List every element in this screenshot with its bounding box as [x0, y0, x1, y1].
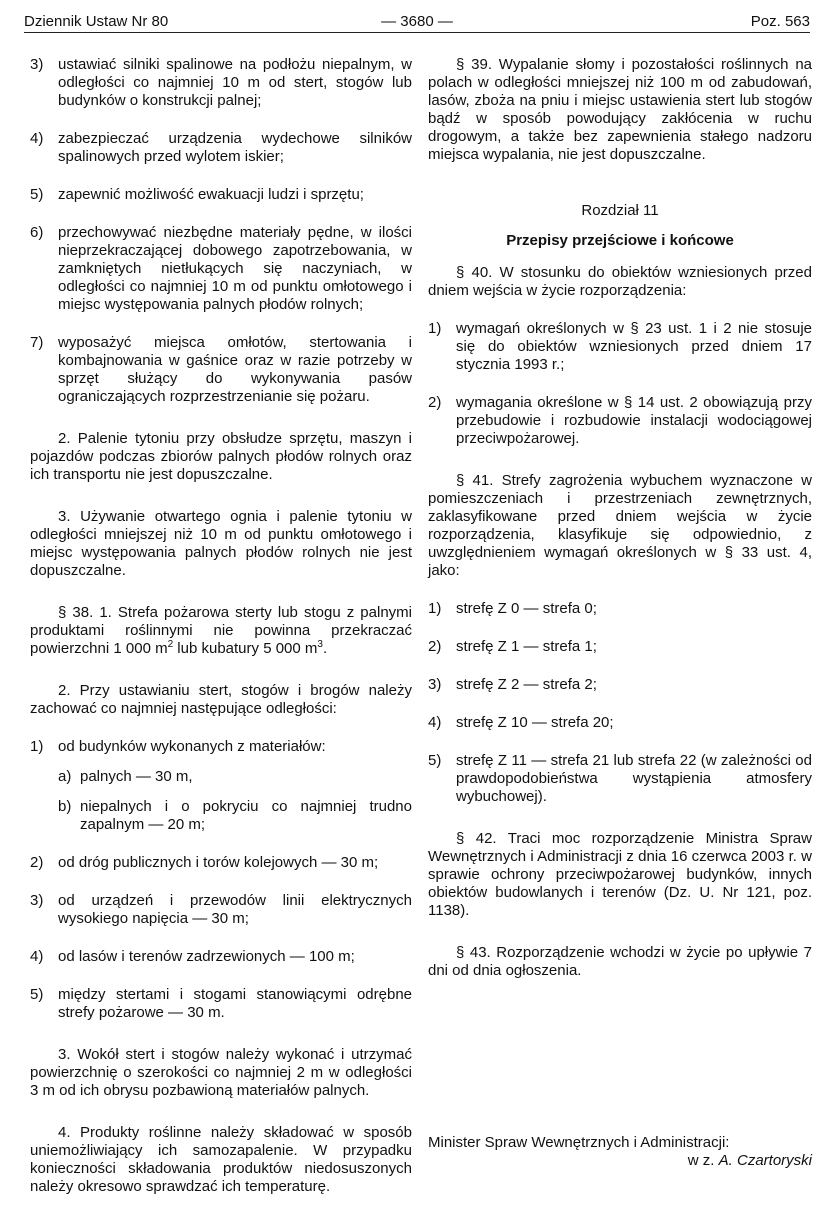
text-part: lub kubatury 5 000 m: [173, 640, 318, 657]
text-part: .: [322, 640, 328, 657]
item-text: wymagań określonych w § 23 ust. 1 i 2 nie stosuje się do obiektów wzniesionych przed dniem 17 stycznia 1993 r.;: [456, 320, 812, 373]
chapter-number: Rozdział 11: [581, 202, 659, 219]
paragraph: 3. Wokół stert i stogów należy wykonać i utrzymać powierzchnię o szerokości co najmniej 2 m w odległości 3 m od ich obrysu pozbawioną materiałów palnych.: [30, 1046, 412, 1099]
text-part: § 38. 1. Strefa pożarowa sterty lub stogu z palnymi produktami roślinnymi nie powinna przekraczać powierzchni 1 000 m: [30, 604, 412, 657]
list-item: [428, 600, 812, 618]
item-number: 4): [30, 130, 44, 147]
item-text: przechowywać niezbędne materiały pędne, w ilości nieprzekraczającej dobowego zapotrzebowania, w zamkniętych nietłukących się naczyniach, w odległości co najmniej 10 m od punktu omłotowego i miejsc występowania palnych płodów rolnych;: [58, 224, 412, 313]
item-text: zapewnić możliwość ewakuacji ludzi i sprzętu;: [58, 186, 364, 203]
right-column: [428, 56, 812, 980]
item-letter: a): [58, 768, 72, 785]
signatory-title: Minister Spraw Wewnętrznych i Administracji:: [428, 1134, 730, 1151]
item-text: między stertami i stogami stanowiącymi odrębne strefy pożarowe — 30 m.: [58, 986, 412, 1021]
superscript: 2: [167, 639, 174, 650]
item-number: 5): [30, 986, 44, 1003]
list-item: [30, 186, 412, 204]
paragraph: 2. Przy ustawianiu stert, stogów i brogów należy zachować co najmniej następujące odległości:: [30, 682, 412, 717]
item-text: ustawiać silniki spalinowe na podłożu niepalnym, w odległości co najmniej 10 m od stert, stogów lub budynków o konstrukcji palnej;: [58, 56, 412, 109]
left-column: [30, 56, 412, 1196]
paragraph: 4. Produkty roślinne należy składować w sposób uniemożliwiający ich samozapalenie. W przypadku konieczności składowania produktów niedosuszonych należy okresowo sprawdzać ich temperaturę.: [30, 1124, 412, 1195]
paragraph: 3. Używanie otwartego ognia i palenie tytoniu w odległości mniejszej niż 10 m od punktu omłotowego i miejsc występowania palnych płodów rolnych nie jest dopuszczalne.: [30, 508, 412, 579]
item-number: 5): [428, 752, 442, 769]
item-text: strefę Z 1 — strefa 1;: [456, 638, 597, 655]
list-item: [428, 676, 812, 694]
item-number: 1): [30, 738, 44, 755]
section-38-paragraph-1: [30, 604, 412, 658]
list-item: [428, 638, 812, 656]
item-text: od dróg publicznych i torów kolejowych — 30 m;: [58, 854, 379, 871]
item-number: 3): [30, 56, 44, 73]
header-rule: [24, 32, 810, 33]
item-number: 1): [428, 320, 442, 337]
superscript: 3: [317, 639, 323, 650]
section-42: § 42. Traci moc rozporządzenie Ministra Spraw Wewnętrznych i Administracji z dnia 16 czerwca 2003 r. w sprawie ochrony przeciwpożarowej budynków, innych obiektów budowlanych i terenów (Dz. U. Nr 121, poz. 1138).: [428, 830, 812, 919]
list-item: [30, 854, 412, 872]
item-number: 7): [30, 334, 44, 351]
item-number: 2): [428, 638, 442, 655]
list-item: [30, 738, 412, 756]
list-item: [428, 394, 812, 448]
item-text: niepalnych i o pokryciu co najmniej trudno zapalnym — 20 m;: [80, 798, 412, 833]
chapter-title: Przepisy przejściowe i końcowe: [506, 232, 734, 249]
signatory-name: A. Czartoryski: [718, 1152, 812, 1169]
list-item: [30, 224, 412, 314]
item-number: 6): [30, 224, 44, 241]
item-text: strefę Z 10 — strefa 20;: [456, 714, 614, 731]
list-item: [30, 130, 412, 166]
item-number: 5): [30, 186, 44, 203]
list-item: [428, 714, 812, 732]
list-item: [30, 56, 412, 110]
item-text: strefę Z 11 — strefa 21 lub strefa 22 (w zależności od prawdopodobieństwa wystąpienia atmosfery wybuchowej).: [456, 752, 812, 805]
item-number: 2): [428, 394, 442, 411]
item-text: wymagania określone w § 14 ust. 2 obowiązują przy przebudowie i rozbudowie instalacji wodociągowej przeciwpożarowej.: [456, 394, 812, 447]
item-text: od urządzeń i przewodów linii elektrycznych wysokiego napięcia — 30 m;: [58, 892, 412, 927]
item-number: 3): [30, 892, 44, 909]
journal-title: Dziennik Ustaw Nr 80: [24, 13, 169, 30]
item-text: strefę Z 2 — strefa 2;: [456, 676, 597, 693]
section-40: § 40. W stosunku do obiektów wzniesionych przed dniem wejścia w życie rozporządzenia:: [428, 264, 812, 299]
list-item: [30, 334, 412, 406]
sub-item: [30, 768, 412, 786]
item-number: 1): [428, 600, 442, 617]
list-item: [428, 320, 812, 374]
item-number: 4): [30, 948, 44, 965]
list-item: [30, 948, 412, 966]
list-item: [428, 752, 812, 806]
section-41: § 41. Strefy zagrożenia wybuchem wyznaczone w pomieszczeniach i przestrzeniach zewnętrznych, zaklasyfikowane przed dniem wejścia w życie rozporządzenia, klasyfikuje się odpowiednio, z uwzględnieniem wymagań określonych w § 33 ust. 4, jako:: [428, 472, 812, 579]
item-number: 3): [428, 676, 442, 693]
signatory-name-line: [688, 1152, 812, 1170]
item-letter: b): [58, 798, 72, 815]
item-text: strefę Z 0 — strefa 0;: [456, 600, 597, 617]
item-text: od budynków wykonanych z materiałów:: [58, 738, 326, 755]
section-39: § 39. Wypalanie słomy i pozostałości roślinnych na polach w odległości mniejszej niż 100 m od zabudowań, lasów, zboża na pniu i miejsc ustawienia stert lub stogów bądź w sposób powodujący zakłócenia w ruchu drogowym, a także bez zapewnienia stałego nadzoru miejsca wypalania, nie jest dopuszczalne.: [428, 56, 812, 163]
sub-item: [30, 798, 412, 834]
page-header: [24, 6, 810, 32]
list-item: [30, 892, 412, 928]
signatory-prefix: w z.: [687, 1152, 719, 1169]
item-text: palnych — 30 m,: [80, 768, 193, 785]
item-number: 4): [428, 714, 442, 731]
section-43: § 43. Rozporządzenie wchodzi w życie po upływie 7 dni od dnia ogłoszenia.: [428, 944, 812, 979]
page-number: — 3680 —: [381, 13, 453, 30]
position-number: Poz. 563: [750, 13, 810, 30]
paragraph: 2. Palenie tytoniu przy obsłudze sprzętu, maszyn i pojazdów podczas zbiorów palnych płodów rolnych oraz ich transportu nie jest dopuszczalne.: [30, 430, 412, 483]
item-text: od lasów i terenów zadrzewionych — 100 m;: [58, 948, 355, 965]
item-text: zabezpieczać urządzenia wydechowe silników spalinowych przed wylotem iskier;: [58, 130, 412, 165]
item-number: 2): [30, 854, 44, 871]
list-item: [30, 986, 412, 1022]
item-text: wyposażyć miejsca omłotów, stertowania i kombajnowania w gaśnice oraz w razie potrzeby w sprzęt służący do wykonywania pasów ograniczających rozprzestrzenianie się pożaru.: [58, 334, 412, 405]
